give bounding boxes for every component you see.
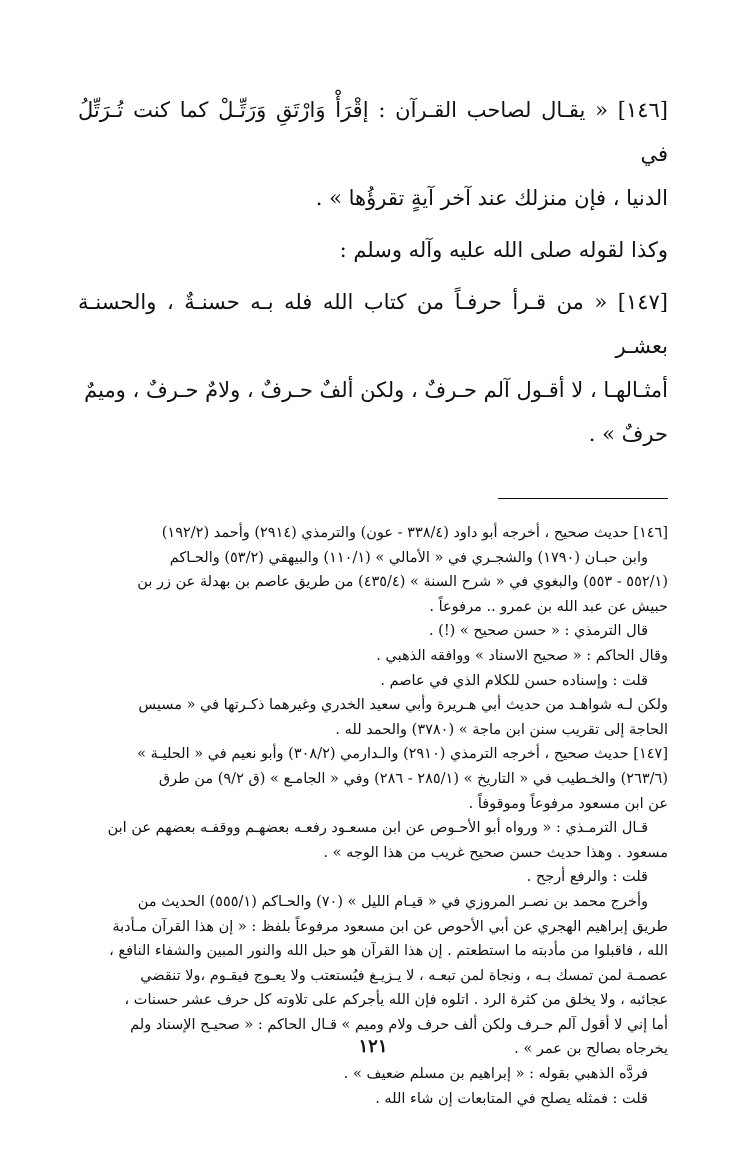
footnote-146-line: (٥٥٢/١ - ٥٥٣) والبغوي في « شرح السنة » (٤٣٥/٤) من طريق عاصم بن بهدلة عن زر بن [137, 574, 668, 591]
footnote-147-line: قلت : والرفع أرجح . [526, 869, 648, 886]
footnote-147-line: مسعود . وهذا حديث حسن صحيح غريب من هذا الوجه » . [323, 844, 668, 861]
footnote-146-line: قال الترمذي : « حسن صحيح » (!) . [428, 623, 648, 640]
footnote-147-line: فردَّه الذهبي بقوله : « إبراهيم بن مسلم ضعيف » . [343, 1066, 648, 1083]
intro-147: وكذا لقوله صلى الله عليه وآله وسلم : [339, 238, 668, 262]
footnote-146-line: وقال الحاكم : « صحيح الاسناد » ووافقه الذهبي . [376, 647, 668, 664]
footnote-147-line: عجائبه ، ولا يخلق من كثرة الرد . اتلوه فإن الله يأجركم على تلاوته كل حرف عشر حسنات ، [124, 992, 668, 1009]
footnote-146-line: [١٤٦] حديث صحيح ، أخرجه أبو داود (٣٣٨/٤ - عون) والترمذي (٢٩١٤) وأحمد (١٩٢/٢) [161, 525, 668, 541]
paragraph-gap [78, 272, 668, 280]
book-page [78, 88, 668, 1111]
paragraph-gap [78, 220, 668, 228]
footnotes [78, 521, 668, 1111]
footnote-separator [498, 498, 668, 499]
footnote-147-line: عن ابن مسعود مرفوعاً وموقوفاً . [468, 795, 668, 812]
footnote-147-line: طريق إبراهيم الهجري عن أبي الأحوص عن ابن مسعود مرفوعاً بلفظ : « إن هذا القرآن مـأدبة [112, 918, 668, 935]
footnote-147-line: يخرجاه بصالح بن عمر » . [514, 1041, 668, 1058]
footnote-147-line: (٢٦٣/٦) والخـطيب في « التاريخ » (٢٨٥/١ - ٢٨٦) وفي « الجامـع » (ق ٩/٢) من طرق [158, 770, 668, 787]
footnote-147-line: قـال الترمـذي : « ورواه أبو الأحـوص عن ابن مسعـود رفعـه بعضهـم ووقفـه بعضهم عن ابن [107, 820, 648, 837]
hadith-146-line-1: [١٤٦] « يقـال لصاحب القـرآن : إقْرَأْ وَارْتَقِ وَرَتِّـلْ كما كنت تُـرَتِّلُ في [78, 98, 668, 166]
main-text [78, 88, 668, 456]
footnote-147-line: وأخرج محمد بن نصـر المروزي في « قيـام الليل » (٧٠) والحـاكم (٥٥٥/١) الحديث من [137, 893, 648, 910]
footnote-146-line: حبيش عن عبد الله بن عمرو .. مرفوعاً . [429, 598, 668, 615]
hadith-146-line-2: الدنيا ، فإن منزلك عند آخر آيةٍ تقرؤُها » . [315, 186, 668, 210]
footnote-146-line: قلت : وإسناده حسن للكلام الذي في عاصم . [380, 672, 648, 689]
footnote-147-line: أما إني لا أقول آلم حـرف ولكن ألف حرف ولام وميم » قـال الحاكم : « صحيـح الإسناد ولم [130, 1016, 668, 1033]
footnote-146-line: الحاجة إلى تقريب سنن ابن ماجة » (٣٧٨٠) والحمد لله . [335, 721, 668, 738]
footnote-146-line: وابن حبـان (١٧٩٠) والشجـري في « الأمالي » (١١٠/١) والبيهقي (٥٣/٢) والحـاكم [169, 549, 648, 566]
page-number: ١٢١ [358, 1036, 388, 1057]
footnote-147-line: قلت : فمثله يصلح في المتابعات إن شاء الله . [375, 1090, 648, 1107]
hadith-147-line-2: أمثـالهـا ، لا أقـول آلم حـرفٌ ، ولكن ألفٌ حـرفٌ ، ولامٌ حـرفٌ ، وميمٌ [84, 378, 668, 402]
footnote-147-line: الله ، فاقبلوا من مأدبته ما استطعتم . إن هذا القرآن هو حبل الله والنور المبين والشفاء النافع ، [109, 943, 668, 960]
footnote-146-line: ولكن لـه شواهـد من حديث أبي هـريرة وأبي سعيد الخدري وغيرهما ذكـرتها في « مسيس [138, 697, 668, 714]
footnote-147-line: عصمـة لمن تمسك بـه ، ونجاة لمن تبعـه ، لا يـزيـغ فيُستعتب ولا يعـوج فيقـوم ،ولا تنقضي [140, 967, 668, 984]
footnote-147-line: [١٤٧] حديث صحيح ، أخرجه الترمذي (٢٩١٠) والـدارمي (٣٠٨/٢) وأبو نعيم في « الحليـة » [137, 746, 668, 763]
hadith-147-line-1: [١٤٧] « من قـرأ حرفـاً من كتاب الله فله بـه حسنـةٌ ، والحسنـة بعشـر [78, 290, 668, 358]
hadith-147-line-3: حرفٌ » . [588, 422, 668, 446]
